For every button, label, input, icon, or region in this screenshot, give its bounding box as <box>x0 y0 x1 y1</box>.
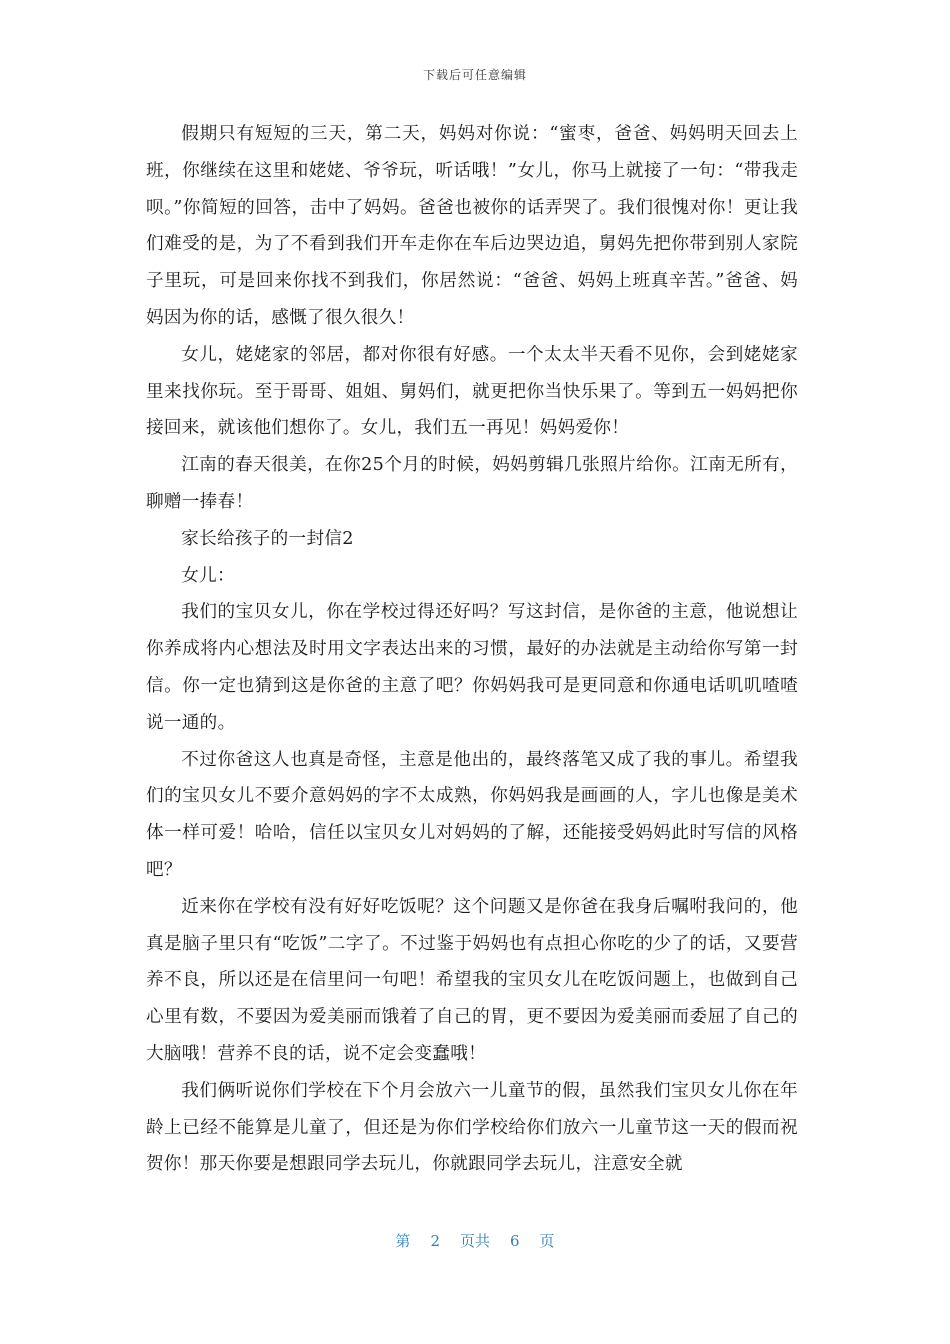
paragraph-4: 我们的宝贝女儿，你在学校过得还好吗？写这封信，是你爸的主意，他说想让你养成将内心想法及时用文字表达出来的习惯，最好的办法就是主动给你写第一封信。你一定也猜到这是你爸的主意了吧？你妈妈我可是更同意和你通电话叽叽喳喳说一通的。 <box>146 602 798 733</box>
section-title: 家长给孩子的一封信2 <box>181 528 354 549</box>
paragraph-3: 江南的春天很美，在你25个月的时候，妈妈剪辑几张照片给你。江南无所有，聊赠一捧春！ <box>146 455 798 512</box>
paragraph-5: 不过你爸这人也真是奇怪，主意是他出的，最终落笔又成了我的事儿。希望我们的宝贝女儿不要介意妈妈的字不太成熟，你妈妈我是画画的人，字儿也像是美术体一样可爱！哈哈，信任以宝贝女儿对妈妈的了解，还能接受妈妈此时写信的风格吧？ <box>146 749 798 880</box>
paragraph-2: 女儿，姥姥家的邻居，都对你很有好感。一个太太半天看不见你，会到姥姥家里来找你玩。至于哥哥、姐姐、舅妈们，就更把你当快乐果了。等到五一妈妈把你接回来，就该他们想你了。女儿，我们五一再见！妈妈爱你！ <box>146 344 798 439</box>
total-pages-number: 6 <box>510 1232 520 1250</box>
current-page-number: 2 <box>430 1232 440 1250</box>
document-body <box>146 116 798 1183</box>
salutation: 女儿： <box>181 565 235 586</box>
footer-middle: 页共 <box>459 1232 490 1250</box>
footer-suffix: 页 <box>539 1232 555 1250</box>
paragraph-6: 近来你在学校有没有好好吃饭呢？这个问题又是你爸在我身后嘱咐我问的，他真是脑子里只有“吃饭”二字了。不过鉴于妈妈也有点担心你吃的少了的话，又要营养不良，所以还是在信里问一句吧！希望我的宝贝女儿在吃饭问题上，也做到自己心里有数，不要因为爱美丽而饿着了自己的胃，更不要因为爱美丽而委屈了自己的大脑哦！营养不良的话，说不定会变蠢哦！ <box>146 896 798 1064</box>
paragraph-7: 我们俩听说你们学校在下个月会放六一儿童节的假，虽然我们宝贝女儿你在年龄上已经不能算是儿童了，但还是为你们学校给你们放六一儿童节这一天的假而祝贺你！那天你要是想跟同学去玩儿，你就跟同学去玩儿，注意安全就 <box>146 1080 798 1175</box>
page-header: 下载后可任意编辑 <box>422 68 527 82</box>
paragraph-1: 假期只有短短的三天，第二天，妈妈对你说：“蜜枣，爸爸、妈妈明天回去上班，你继续在这里和姥姥、爷爷玩，听话哦！”女儿，你马上就接了一句：“带我走呗。”你简短的回答，击中了妈妈。爸爸也被你的话弄哭了。我们很愧对你！更让我们难受的是，为了不看到我们开车走你在车后边哭边追，舅妈先把你带到别人家院子里玩，可是回来你找不到我们，你居然说：“爸爸、妈妈上班真辛苦。”爸爸、妈妈因为你的话，感慨了很久很久！ <box>146 124 798 328</box>
footer-prefix: 第 <box>395 1232 411 1250</box>
page-footer <box>0 1230 950 1251</box>
